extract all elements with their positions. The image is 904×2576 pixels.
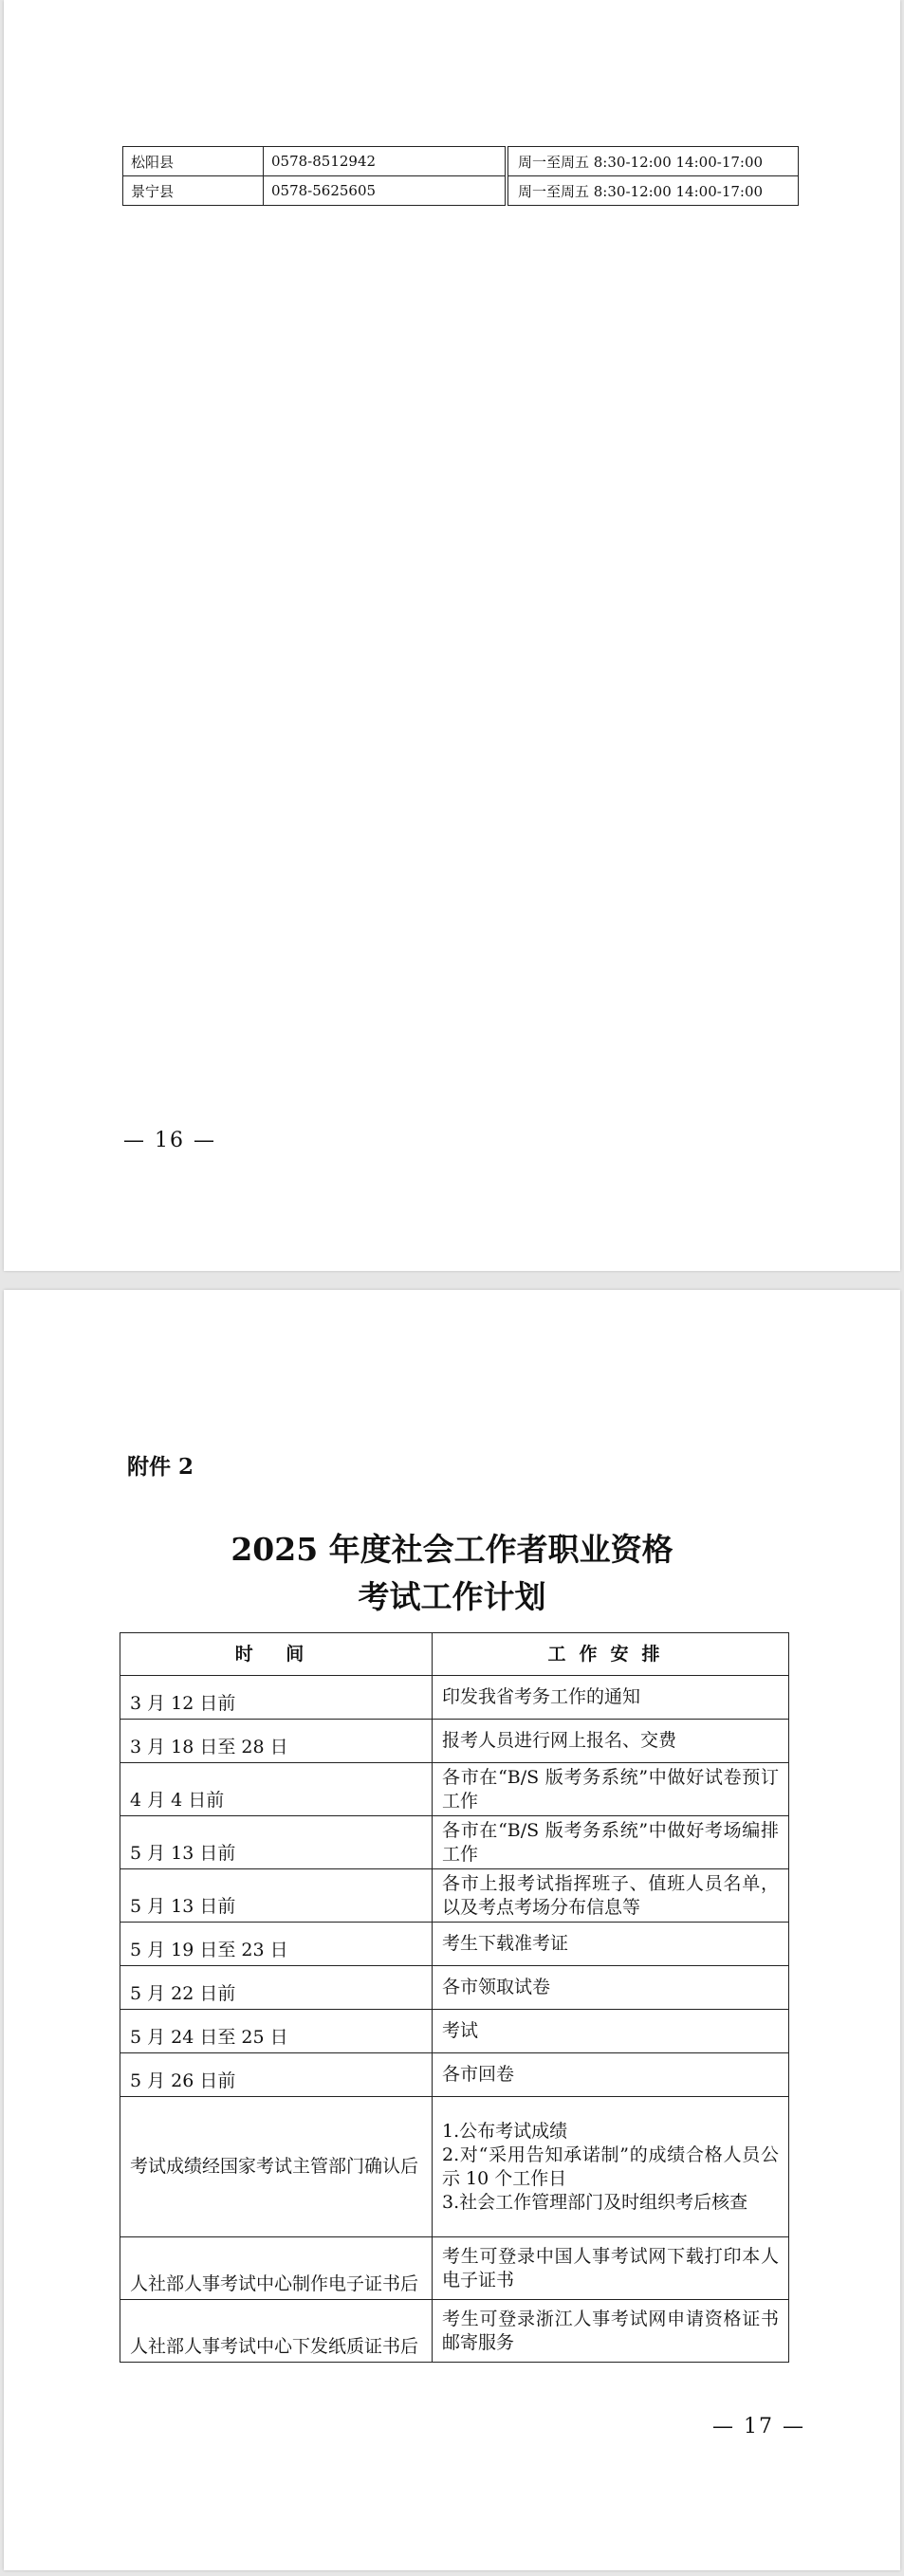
hours-cell: 周一至周五 8:30-12:00 14:00-17:00 [507,147,799,176]
time-cell: 考试成绩经国家考试主管部门确认后 [120,2097,433,2237]
task-line: 考试 [442,2020,479,2041]
time-cell: 3 月 18 日至 28 日 [120,1720,433,1763]
task-cell [433,2237,789,2300]
hours-cell: 周一至周五 8:30-12:00 14:00-17:00 [507,176,799,206]
table-row [123,176,799,206]
time-cell: 5 月 13 日前 [120,1869,433,1923]
task-line: 考生可登录中国人事考试网下载打印本人电子证书 [442,2245,779,2291]
table-row [120,1816,789,1869]
phone-cell: 0578-5625605 [264,176,507,206]
time-cell: 3 月 12 日前 [120,1676,433,1720]
task-line: 报考人员进行网上报名、交费 [442,1730,677,1751]
page-number: — 16 — [123,1129,216,1152]
task-cell [433,1816,789,1869]
task-cell [433,1720,789,1763]
table-row [120,1966,789,2010]
task-cell [433,2010,789,2053]
table-row [120,2237,789,2300]
task-cell [433,2053,789,2097]
task-cell [433,1676,789,1720]
task-line: 2.对“采用告知承诺制”的成绩合格人员公示 10 个工作日 [442,2144,779,2189]
table-row [120,2010,789,2053]
task-cell [433,1763,789,1816]
task-line: 考生可登录浙江人事考试网申请资格证书邮寄服务 [442,2308,779,2353]
table-row [120,1923,789,1966]
table-row [120,1869,789,1923]
column-header-time: 时 间 [120,1633,433,1676]
exam-plan-body [120,1676,789,2363]
time-cell: 5 月 26 日前 [120,2053,433,2097]
task-cell [433,2097,789,2237]
task-cell [433,1869,789,1923]
task-line: 各市上报考试指挥班子、值班人员名单，以及考点考场分布信息等 [442,1872,779,1918]
table-header-row [120,1633,789,1676]
contact-table [122,146,799,206]
task-cell [433,1966,789,2010]
time-cell: 人社部人事考试中心制作电子证书后 [120,2237,433,2300]
table-row [120,1676,789,1720]
column-header-task: 工作安排 [433,1633,789,1676]
table-row [120,2300,789,2363]
time-cell: 人社部人事考试中心下发纸质证书后 [120,2300,433,2363]
exam-plan-table [120,1632,789,2363]
task-line: 各市回卷 [442,2064,515,2085]
task-line: 1.公布考试成绩 [442,2120,568,2142]
time-cell: 5 月 22 日前 [120,1966,433,2010]
task-line: 各市领取试卷 [442,1977,551,1997]
county-cell: 景宁县 [123,176,264,206]
task-line: 印发我省考务工作的通知 [442,1686,641,1707]
county-cell: 松阳县 [123,147,264,176]
table-row [120,2097,789,2237]
task-cell [433,2300,789,2363]
task-line: 各市在“B/S 版考务系统”中做好试卷预订工作 [442,1766,779,1812]
task-line: 3.社会工作管理部门及时组织考后核查 [442,2191,748,2213]
document-page-16 [4,0,900,1271]
document-title-line1: 2025 年度社会工作者职业资格 [231,1531,673,1568]
time-cell: 5 月 24 日至 25 日 [120,2010,433,2053]
task-cell [433,1923,789,1966]
document-title-line2: 考试工作计划 [358,1578,546,1615]
table-row [120,1763,789,1816]
page-number: — 17 — [712,2415,805,2438]
time-cell: 4 月 4 日前 [120,1763,433,1816]
attachment-label: 附件 2 [127,1454,194,1480]
document-page-17 [4,1290,900,2570]
task-line: 考生下载准考证 [442,1933,569,1954]
task-line: 各市在“B/S 版考务系统”中做好考场编排工作 [442,1819,779,1865]
table-row [120,1720,789,1763]
table-row [123,147,799,176]
time-cell: 5 月 13 日前 [120,1816,433,1869]
time-cell: 5 月 19 日至 23 日 [120,1923,433,1966]
table-row [120,2053,789,2097]
phone-cell: 0578-8512942 [264,147,507,176]
